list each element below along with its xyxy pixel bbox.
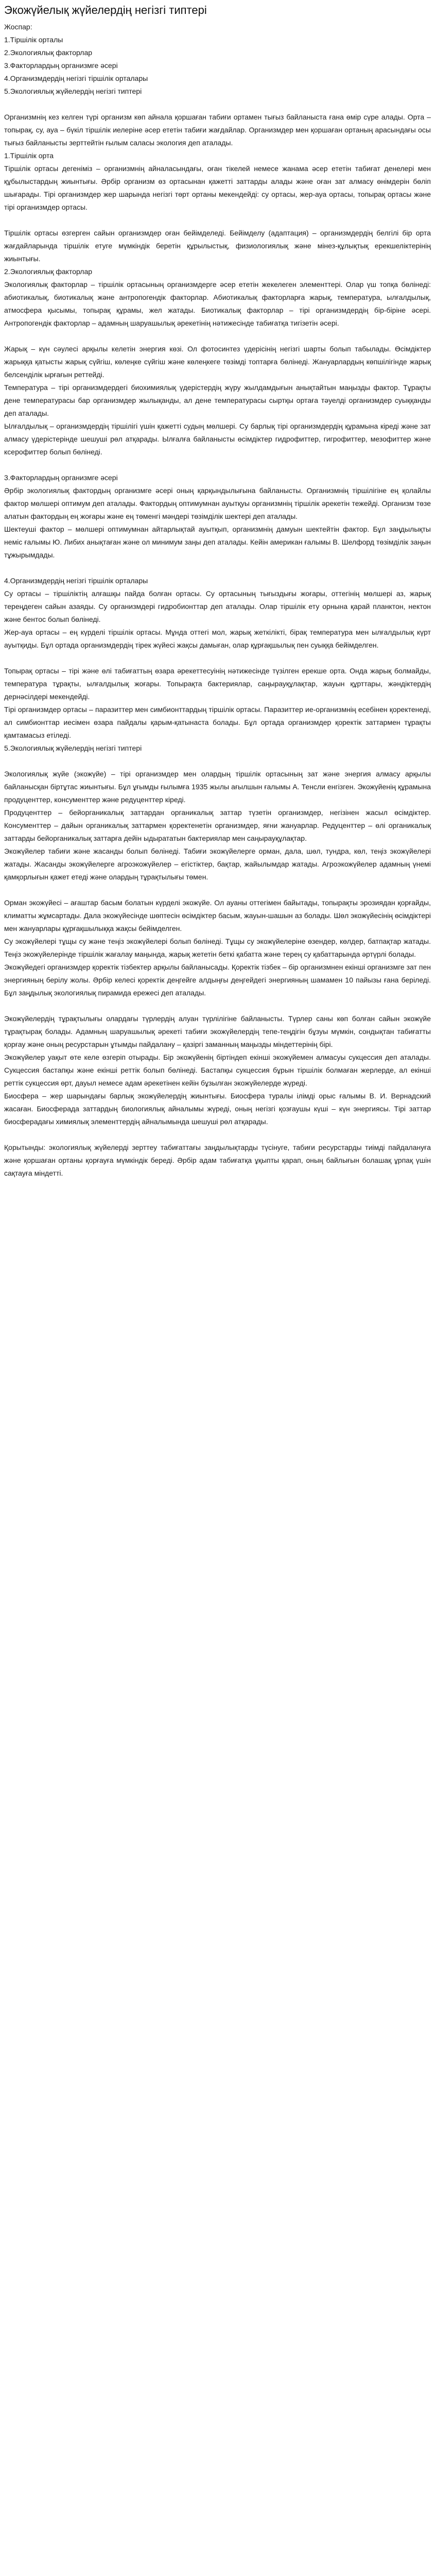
paragraph: 5.Экологиялық жүйелердің негізгі типтері	[4, 743, 142, 752]
paragraph: Экожүйелер табиғи және жасанды болып бөлінеді. Табиғи экожүйелерге орман, дала, шөл, тундра, көл, теңіз экожүйелері жатады. Жасанды экожүйелерге агроэкожүйелер – егістіктер, бақтар, жайылымдар жатады. Агроэкожүйелер адамның үнемі қамқорлығын қажет етеді және олардың тұрақтылығы төмен.	[4, 846, 431, 881]
paragraph: Жер-ауа ортасы – ең күрделі тіршілік ортасы. Мұнда оттегі мол, жарық жеткілікті, бірақ температура мен ылғалдылық күрт ауытқиды. Бұл ортада организмдердің тірек жүйесі жақсы дамыған, олар құрғақшылық пен суыққа бейімделген.	[4, 628, 431, 649]
paragraph-spacer	[4, 999, 431, 1012]
paragraph: Экологиялық жүйе (экожүйе) – тірі организмдер мен олардың тіршілік ортасының зат және энергия алмасу арқылы байланысқан біртұтас жиынтығы. Бұл ұғымды ғылымға 1935 жылы ағылшын ғалымы А. Тенсли енгізген. Экожүйенің құрамына продуценттер, консументтер және редуценттер кіреді.	[4, 769, 431, 804]
document-title: Экожүйелық жүйелердің негізгі типтері	[4, 4, 207, 16]
paragraph: Температура – тірі организмдердегі биохимиялық үдерістердің жүру жылдамдығын анықтайтын маңызды фактор. Тұрақты дене температурасы бар организмдер жылықанды, ал дене температурасы сыртқы ортаға тәуелді организмдер суыққанды деп аталады.	[4, 383, 431, 417]
paragraph: Орман экожүйесі – ағаштар басым болатын күрделі экожүйе. Ол ауаны оттегімен байытады, топырақты эрозиядан қорғайды, климатты жұмсартады. Дала экожүйесінде шөптесін өсімдіктер басым, жауын-шашын аз болады. Шөл экожүйесінің өсімдіктері мен жануарлары құрғақшылыққа жақсы бейімделген.	[4, 898, 431, 933]
plan-item: 4.Организмдердің негізгі тіршілік орталары	[4, 74, 148, 82]
paragraph: Биосфера – жер шарындағы барлық экожүйелердің жиынтығы. Биосфера туралы ілімді орыс ғалымы В. И. Вернадский жасаған. Биосферада заттардың биологиялық айналымы жүреді, оның негізгі қозғаушы күші – күн энергиясы. Тірі заттар биосферадағы химиялық элементтердің айналымында шешуші рөл атқарады.	[4, 1091, 431, 1126]
paragraph: Тірі организмдер ортасы – паразиттер мен симбионттардың тіршілік ортасы. Паразиттер ие-организмнің есебінен қоректенеді, ал симбионттар иесімен өзара пайдалы қарым-қатынаста болады. Бұл ортада организмдер қоректік заттармен тұрақты қамтамасыз етіледі.	[4, 705, 431, 739]
paragraph: Әрбір экологиялық фактордың организмге әсері оның қарқындылығына байланысты. Организмнің тіршілігіне ең қолайлы фактор мөлшері оптимум деп аталады. Фактордың оптимумнан ауытқуы организмнің тіршілік әрекетін тежейді. Организм төзе алатын фактордың ең жоғары және ең төменгі мәндері төзімділік шектері деп аталады.	[4, 486, 431, 520]
paragraph-spacer	[4, 884, 431, 896]
paragraph: Тіршілік ортасы дегеніміз – организмнің айналасындағы, оған тікелей немесе жанама әсер ететін табиғат денелері мен құбылыстардың жиынтығы. Әрбір организм өз ортасынан қажетті заттарды алады және оған зат алмасу өнімдерін бөліп шығарады. Тірі организмдер жер шарында негізгі төрт ортаны мекендейді: су ортасы, жер-ауа ортасы, топырақ ортасы және тірі организмдер ортасы.	[4, 164, 431, 211]
paragraph-spacer	[4, 562, 431, 574]
paragraph: Ылғалдылық – организмдердің тіршілігі үшін қажетті судың мөлшері. Су барлық тірі организмдердің құрамына кіреді және зат алмасу үдерістерінде шешуші рөл атқарады. Ылғалға байланысты өсімдіктер гидрофиттер, гигрофиттер, мезофиттер және ксерофиттер болып бөлінеді.	[4, 421, 431, 456]
paragraph-spacer	[4, 459, 431, 471]
paragraph: Продуценттер – бейорганикалық заттардан органикалық заттар түзетін организмдер, негізінен жасыл өсімдіктер. Консументтер – дайын органикалық заттармен қоректенетін организмдер, яғни жануарлар. Редуценттер – өлі органикалық заттарды бейорганикалық заттарға дейін ыдырататын бактериялар мен саңырауқұлақтар.	[4, 808, 431, 842]
paragraph: Организмнің кез келген түрі организм көп айнала қоршаған табиғи ортамен тығыз байланыста ғана өмір сүре алады. Орта – топырақ, су, ауа – бүкіл тіршілік иелеріне әсер ететін табиғи жағдайлар. Организмдер мен қоршаған ортаның арасындағы осы тығыз байланысты зерттейтін ғылым саласы экология деп аталады.	[4, 112, 431, 147]
paragraph: Шектеуші фактор – мөлшері оптимумнан айтарлықтай ауытқып, организмнің дамуын шектейтін фактор. Бұл заңдылықты неміс ғалымы Ю. Либих анықтаған және ол минимум заңы деп аталады. Кейін американ ғалымы В. Шелфорд төзімділік заңын тұжырымдады.	[4, 524, 431, 559]
paragraph: 4.Организмдердің негізгі тіршілік орталары	[4, 576, 148, 585]
paragraph: Қорытынды: экологиялық жүйелерді зерттеу табиғаттағы заңдылықтарды түсінуге, табиғи ресурстарды тиімді пайдалануға және қоршаған ортаны қорғауға мүмкіндік береді. Әрбір адам табиғатқа ұқыпты қарап, оның байлығын болашақ ұрпақ үшін сақтауға міндетті.	[4, 1143, 431, 1177]
paragraph: Су ортасы – тіршіліктің алғашқы пайда болған ортасы. Су ортасының тығыздығы жоғары, оттегінің мөлшері аз, жарық тереңдеген сайын азаяды. Су организмдері гидробионттар деп аталады. Олар тіршілік ету орнына қарай планктон, нектон және бентос болып бөлінеді.	[4, 589, 431, 623]
plan-item: 2.Экологиялық факторлар	[4, 48, 93, 57]
paragraph: 3.Факторлардың организмге әсері	[4, 473, 118, 482]
paragraph: Экожүйелер уақыт өте келе өзгеріп отырады. Бір экожүйенің біртіндеп екінші экожүйемен алмасуы сукцессия деп аталады. Сукцессия бастапқы және екінші реттік болып бөлінеді. Бастапқы сукцессия бұрын тіршілік болмаған жерлерде, ал екінші реттік сукцессия өрт, дауыл немесе адам әрекетінен кейін бұзылған экожүйелерде жүреді.	[4, 1053, 431, 1087]
paragraph-spacer	[4, 652, 431, 665]
paragraph: Су экожүйелері тұщы су және теңіз экожүйелері болып бөлінеді. Тұщы су экожүйелеріне өзендер, көлдер, батпақтар жатады. Теңіз экожүйелерінде тіршілік жағалау маңында, жарық жететін беткі қабатта және терең су қабаттарында әртүрлі болады.	[4, 937, 431, 958]
plan-list	[4, 33, 431, 98]
body-text	[4, 111, 431, 1180]
paragraph-spacer	[4, 755, 431, 768]
paragraph-spacer	[4, 1128, 431, 1141]
paragraph-spacer	[4, 330, 431, 343]
paragraph: Экожүйедегі организмдер қоректік тізбектер арқылы байланысады. Қоректік тізбек – бір организмнен екінші организмге зат пен энергияның берілу жолы. Әрбір келесі қоректік деңгейге алдыңғы деңгейдегі энергияның шамамен 10 пайызы ғана беріледі. Бұл заңдылық экологиялық пирамида ережесі деп аталады.	[4, 962, 431, 997]
paragraph: Жарық – күн сәулесі арқылы келетін энергия көзі. Ол фотосинтез үдерісінің негізгі шарты болып табылады. Өсімдіктер жарыққа қатысты жарық сүйгіш, көлеңке сүйгіш және көлеңкеге төзімді топтарға бөлінеді. Жануарлардың көпшілігінде жарық белсенділік ырғағын реттейді.	[4, 344, 431, 379]
plan-item: 5.Экологиялық жүйелердің негізгі типтері	[4, 87, 142, 95]
paragraph: Топырақ ортасы – тірі және өлі табиғаттың өзара әрекеттесуінің нәтижесінде түзілген ерекше орта. Онда жарық болмайды, температура тұрақты, ылғалдылық жоғары. Топырақта бактериялар, саңырауқұлақтар, жауын құрттары, жәндіктердің дернәсілдері мекендейді.	[4, 666, 431, 701]
paragraph: Тіршілік ортасы өзгерген сайын организмдер оған бейімделеді. Бейімделу (адаптация) – организмдердің белгілі бір орта жағдайларында тіршілік етуге мүмкіндік беретін құрылыстық, физиологиялық және мінез-құлықтық ерекшеліктерінің жиынтығы.	[4, 228, 431, 263]
paragraph-spacer	[4, 214, 431, 227]
plan-item: 3.Факторлардың организмге әсері	[4, 61, 118, 70]
paragraph: Экожүйелердің тұрақтылығы олардағы түрлердің алуан түрлілігіне байланысты. Түрлер саны көп болған сайын экожүйе тұрақтырақ болады. Адамның шаруашылық әрекеті табиғи экожүйелердің тепе-теңдігін бұзуы мүмкін, сондықтан табиғатты қорғау және оның ресурстарын ұтымды пайдалану – қазіргі заманның маңызды міндеттерінің бірі.	[4, 1014, 431, 1048]
paragraph: 2.Экологиялық факторлар	[4, 267, 93, 276]
paragraph: 1.Тіршілік орта	[4, 151, 54, 160]
plan-item: 1.Тіршілік орталы	[4, 35, 63, 44]
paragraph: Экологиялық факторлар – тіршілік ортасының организмдерге әсер ететін жекелеген элементтері. Олар үш топқа бөлінеді: абиотикалық, биотикалық және антропогендік факторлар. Абиотикалық факторларға жарық, температура, ылғалдылық, атмосфера қысымы, топырақ құрамы, жел жатады. Биотикалық факторлар – тірі организмдердің бір-біріне әсері. Антропогендік факторлар – адамның шаруашылық әрекетінің нәтижесінде табиғатқа тигізетін әсері.	[4, 280, 431, 327]
plan-heading: Жоспар:	[4, 22, 32, 31]
